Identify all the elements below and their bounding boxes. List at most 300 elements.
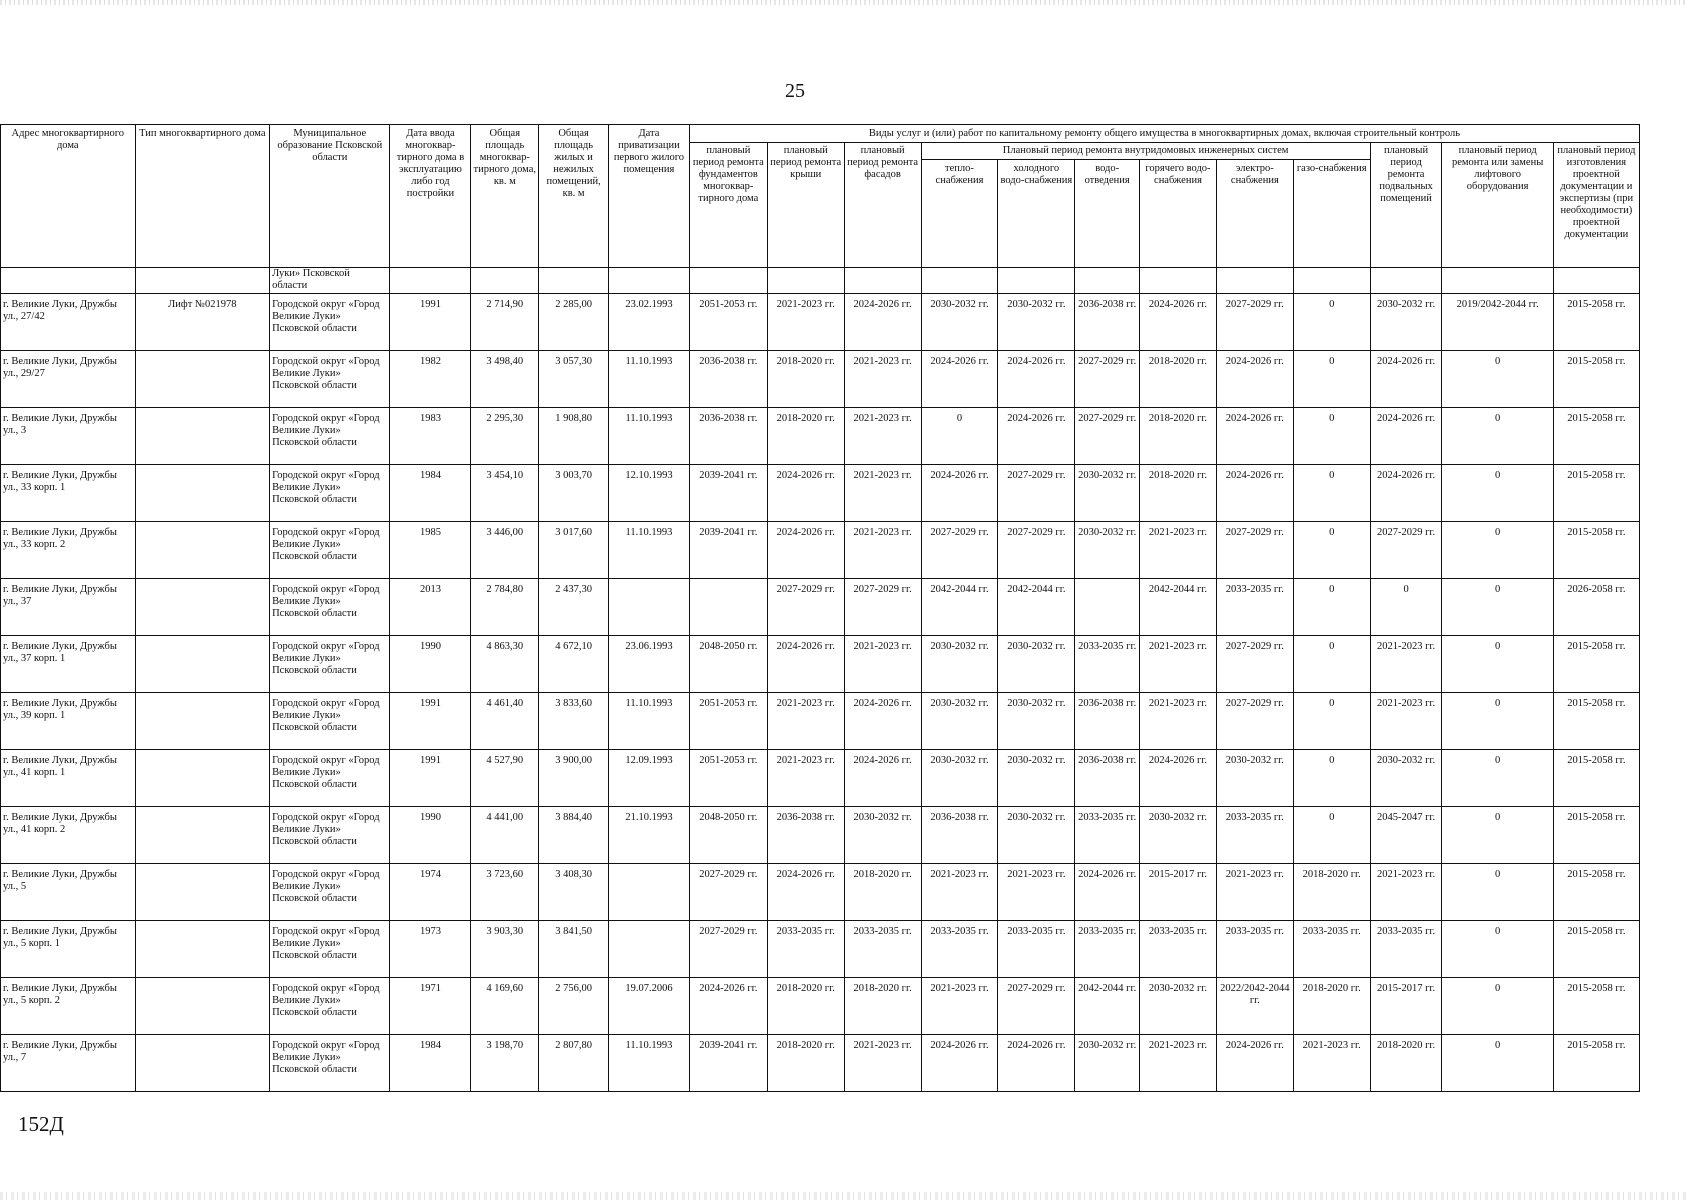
cell-foundation: 2036-2038 гг. [689, 408, 767, 465]
cell-gas: 2033-2035 гг. [1293, 921, 1370, 978]
cell-premises-area: 3 841,50 [539, 921, 609, 978]
cell-privatization-date: 21.10.1993 [608, 807, 689, 864]
cell-electricity: 2033-2035 гг. [1216, 807, 1293, 864]
cell-elevator: 0 [1442, 636, 1553, 693]
cell-municipality: Городской округ «Город Великие Луки» Псковской области [270, 807, 390, 864]
cell-foundation: 2039-2041 гг. [689, 522, 767, 579]
cell-privatization-date: 11.10.1993 [608, 522, 689, 579]
cell-total-area: 3 454,10 [471, 465, 539, 522]
cell-heating: 2030-2032 гг. [921, 693, 998, 750]
cell-municipality: Городской округ «Город Великие Луки» Псковской области [270, 864, 390, 921]
cell-sewerage: 2027-2029 гг. [1075, 351, 1140, 408]
cell-gas: 2018-2020 гг. [1293, 978, 1370, 1035]
cell-heating: 2021-2023 гг. [921, 978, 998, 1035]
cell-roof: 2018-2020 гг. [767, 1035, 844, 1092]
cell-hot-water: 2033-2035 гг. [1140, 921, 1217, 978]
cell-sewerage: 2033-2035 гг. [1075, 636, 1140, 693]
cell-building-type [135, 807, 270, 864]
cell-basement: 2015-2017 гг. [1370, 978, 1442, 1035]
cell-year: 1973 [390, 921, 471, 978]
cell-premises-area: 3 003,70 [539, 465, 609, 522]
cell-electricity: 2027-2029 гг. [1216, 294, 1293, 351]
cell-gas: 2021-2023 гг. [1293, 1035, 1370, 1092]
header-cold-water: холодного водо-снабжения [998, 160, 1075, 268]
cell-privatization-date: 23.06.1993 [608, 636, 689, 693]
cell-heating: 2042-2044 гг. [921, 579, 998, 636]
cell-sewerage: 2030-2032 гг. [1075, 465, 1140, 522]
header-foundation: плановый период ремонта фундаментов многоквар-тирного дома [689, 143, 767, 268]
scan-border-bottom [0, 1192, 1686, 1200]
cell-heating: 2021-2023 гг. [921, 864, 998, 921]
cell-facade: 2021-2023 гг. [844, 522, 921, 579]
cell-gas: 0 [1293, 465, 1370, 522]
cell-premises-area: 3 057,30 [539, 351, 609, 408]
cell-building-type [135, 1035, 270, 1092]
cell-privatization-date [608, 864, 689, 921]
cell-hot-water: 2018-2020 гг. [1140, 408, 1217, 465]
table-row [1, 408, 1640, 465]
cell-facade: 2024-2026 гг. [844, 693, 921, 750]
cell-foundation: 2027-2029 гг. [689, 921, 767, 978]
table-row [1, 465, 1640, 522]
cell-sewerage: 2036-2038 гг. [1075, 693, 1140, 750]
cell-basement: 2021-2023 гг. [1370, 864, 1442, 921]
cell-address: г. Великие Луки, Дружбы ул., 37 корп. 1 [1, 636, 136, 693]
header-total-area: Общая площадь многоквар-тирного дома, кв. м [471, 125, 539, 268]
cell-basement: 2021-2023 гг. [1370, 693, 1442, 750]
cell-electricity: 2022/2042-2044 гг. [1216, 978, 1293, 1035]
cell-design-docs: 2026-2058 гг. [1553, 579, 1639, 636]
cell-premises-area: 2 807,80 [539, 1035, 609, 1092]
cell-year: 1991 [390, 750, 471, 807]
cell-total-area: 2 295,30 [471, 408, 539, 465]
scan-border-top [0, 0, 1686, 5]
cell-gas: 0 [1293, 522, 1370, 579]
cell-basement: 2030-2032 гг. [1370, 294, 1442, 351]
cell-sewerage: 2030-2032 гг. [1075, 522, 1140, 579]
header-facade: плановый период ремонта фасадов [844, 143, 921, 268]
cell-total-area: 4 527,90 [471, 750, 539, 807]
cell-heating: 2027-2029 гг. [921, 522, 998, 579]
cell-cold-water: 2030-2032 гг. [998, 636, 1075, 693]
cell-year: 1991 [390, 693, 471, 750]
header-gas: газо-снабжения [1293, 160, 1370, 268]
cell-elevator: 0 [1442, 351, 1553, 408]
cell-municipality: Городской округ «Город Великие Луки» Псковской области [270, 522, 390, 579]
cell-facade: 2021-2023 гг. [844, 465, 921, 522]
cell-foundation: 2027-2029 гг. [689, 864, 767, 921]
cell-address: г. Великие Луки, Дружбы ул., 5 корп. 2 [1, 978, 136, 1035]
cell-building-type [135, 693, 270, 750]
cell-premises-area: 1 908,80 [539, 408, 609, 465]
cell-premises-area: 2 285,00 [539, 294, 609, 351]
cell-premises-area: 3 017,60 [539, 522, 609, 579]
table-row [1, 1035, 1640, 1092]
cell-total-area: 4 461,40 [471, 693, 539, 750]
cell-gas: 0 [1293, 636, 1370, 693]
cell-building-type [135, 864, 270, 921]
cell-heating: 2033-2035 гг. [921, 921, 998, 978]
cell-sewerage: 2042-2044 гг. [1075, 978, 1140, 1035]
cell-basement: 2033-2035 гг. [1370, 921, 1442, 978]
cell-electricity: 2033-2035 гг. [1216, 579, 1293, 636]
cell-electricity: 2024-2026 гг. [1216, 408, 1293, 465]
cell-address: г. Великие Луки, Дружбы ул., 27/42 [1, 294, 136, 351]
header-privatization-date: Дата приватизации первого жилого помещения [608, 125, 689, 268]
cell-design-docs: 2015-2058 гг. [1553, 864, 1639, 921]
cell-gas: 0 [1293, 693, 1370, 750]
cell-facade: 2024-2026 гг. [844, 294, 921, 351]
cell-roof: 2033-2035 гг. [767, 921, 844, 978]
cell-privatization-date: 11.10.1993 [608, 1035, 689, 1092]
cell-elevator: 2019/2042-2044 гг. [1442, 294, 1553, 351]
cell-hot-water: 2042-2044 гг. [1140, 579, 1217, 636]
cell-municipality: Городской округ «Город Великие Луки» Псковской области [270, 693, 390, 750]
cell-gas: 0 [1293, 351, 1370, 408]
cell-cold-water: 2021-2023 гг. [998, 864, 1075, 921]
cell-facade: 2018-2020 гг. [844, 864, 921, 921]
cell-cold-water: 2024-2026 гг. [998, 408, 1075, 465]
cell-building-type [135, 750, 270, 807]
cell-facade: 2024-2026 гг. [844, 750, 921, 807]
cell-design-docs: 2015-2058 гг. [1553, 465, 1639, 522]
cell-design-docs: 2015-2058 гг. [1553, 1035, 1639, 1092]
cell-hot-water: 2030-2032 гг. [1140, 807, 1217, 864]
cell-sewerage: 2033-2035 гг. [1075, 807, 1140, 864]
cell-foundation: 2048-2050 гг. [689, 636, 767, 693]
cell-privatization-date [608, 579, 689, 636]
cell-year: 2013 [390, 579, 471, 636]
cell-privatization-date: 12.10.1993 [608, 465, 689, 522]
header-address: Адрес многоквартирного дома [1, 125, 136, 268]
cell-roof: 2018-2020 гг. [767, 351, 844, 408]
cell-elevator: 0 [1442, 465, 1553, 522]
cell-hot-water: 2018-2020 гг. [1140, 351, 1217, 408]
cell-foundation: 2024-2026 гг. [689, 978, 767, 1035]
cell-roof: 2021-2023 гг. [767, 750, 844, 807]
cell-premises-area: 3 900,00 [539, 750, 609, 807]
cell-basement: 2024-2026 гг. [1370, 351, 1442, 408]
table-row [1, 522, 1640, 579]
table-row [1, 579, 1640, 636]
cell-electricity: 2024-2026 гг. [1216, 1035, 1293, 1092]
cell-premises-area: 4 672,10 [539, 636, 609, 693]
cell-privatization-date: 11.10.1993 [608, 693, 689, 750]
cell-address: г. Великие Луки, Дружбы ул., 5 корп. 1 [1, 921, 136, 978]
header-sewerage: водо-отведения [1075, 160, 1140, 268]
cell-roof: 2024-2026 гг. [767, 864, 844, 921]
cell-privatization-date: 11.10.1993 [608, 408, 689, 465]
cell-basement: 2021-2023 гг. [1370, 636, 1442, 693]
cell-hot-water: 2021-2023 гг. [1140, 1035, 1217, 1092]
cell-sewerage: 2033-2035 гг. [1075, 921, 1140, 978]
cell-privatization-date [608, 921, 689, 978]
cell-cold-water: 2030-2032 гг. [998, 294, 1075, 351]
cell-cold-water: 2033-2035 гг. [998, 921, 1075, 978]
cell-hot-water: 2021-2023 гг. [1140, 522, 1217, 579]
cell-facade: 2021-2023 гг. [844, 408, 921, 465]
cell-roof: 2027-2029 гг. [767, 579, 844, 636]
cell-privatization-date: 12.09.1993 [608, 750, 689, 807]
cell-privatization-date: 23.02.1993 [608, 294, 689, 351]
continuation-row [1, 268, 1640, 294]
cell-hot-water: 2024-2026 гг. [1140, 294, 1217, 351]
header-building-type: Тип многоквартирного дома [135, 125, 270, 268]
cell-total-area: 4 863,30 [471, 636, 539, 693]
cell-total-area: 3 198,70 [471, 1035, 539, 1092]
cell-electricity: 2030-2032 гг. [1216, 750, 1293, 807]
cell-premises-area: 3 884,40 [539, 807, 609, 864]
cell-address: г. Великие Луки, Дружбы ул., 37 [1, 579, 136, 636]
cell-municipality: Городской округ «Город Великие Луки» Псковской области [270, 579, 390, 636]
cell-sewerage: 2027-2029 гг. [1075, 408, 1140, 465]
cell-elevator: 0 [1442, 579, 1553, 636]
cell-year: 1984 [390, 1035, 471, 1092]
cell-heating: 0 [921, 408, 998, 465]
cell-facade: 2033-2035 гг. [844, 921, 921, 978]
cell-hot-water: 2015-2017 гг. [1140, 864, 1217, 921]
cell-cold-water: 2027-2029 гг. [998, 978, 1075, 1035]
cell-address: г. Великие Луки, Дружбы ул., 41 корп. 1 [1, 750, 136, 807]
cell-municipality: Городской округ «Город Великие Луки» Псковской области [270, 351, 390, 408]
cell-municipality: Городской округ «Город Великие Луки» Псковской области [270, 750, 390, 807]
header-engineering-group: Плановый период ремонта внутридомовых инженерных систем [921, 143, 1370, 160]
cell-year: 1990 [390, 636, 471, 693]
cell-sewerage: 2036-2038 гг. [1075, 294, 1140, 351]
cell-roof: 2024-2026 гг. [767, 465, 844, 522]
cell-total-area: 4 169,60 [471, 978, 539, 1035]
cell-roof: 2036-2038 гг. [767, 807, 844, 864]
cell-design-docs: 2015-2058 гг. [1553, 522, 1639, 579]
header-basement: плановый период ремонта подвальных помещений [1370, 143, 1442, 268]
cell-total-area: 2 714,90 [471, 294, 539, 351]
cell-gas: 0 [1293, 750, 1370, 807]
cell-elevator: 0 [1442, 408, 1553, 465]
cell-total-area: 2 784,80 [471, 579, 539, 636]
cell-design-docs: 2015-2058 гг. [1553, 693, 1639, 750]
cell-premises-area: 3 408,30 [539, 864, 609, 921]
cell-hot-water: 2030-2032 гг. [1140, 978, 1217, 1035]
table-row [1, 750, 1640, 807]
cell-facade: 2018-2020 гг. [844, 978, 921, 1035]
cell-basement: 2024-2026 гг. [1370, 408, 1442, 465]
cell-sewerage: 2024-2026 гг. [1075, 864, 1140, 921]
cell-year: 1991 [390, 294, 471, 351]
header-roof: плановый период ремонта крыши [767, 143, 844, 268]
cell-address: г. Великие Луки, Дружбы ул., 41 корп. 2 [1, 807, 136, 864]
cell-address: г. Великие Луки, Дружбы ул., 33 корп. 2 [1, 522, 136, 579]
cell-design-docs: 2015-2058 гг. [1553, 921, 1639, 978]
cell-design-docs: 2015-2058 гг. [1553, 408, 1639, 465]
cell-heating: 2024-2026 гг. [921, 1035, 998, 1092]
cell-address: г. Великие Луки, Дружбы ул., 33 корп. 1 [1, 465, 136, 522]
cell-address: г. Великие Луки, Дружбы ул., 7 [1, 1035, 136, 1092]
cell-total-area: 4 441,00 [471, 807, 539, 864]
cell-year: 1982 [390, 351, 471, 408]
cell-address: г. Великие Луки, Дружбы ул., 39 корп. 1 [1, 693, 136, 750]
cell-elevator: 0 [1442, 807, 1553, 864]
cell-foundation: 2039-2041 гг. [689, 1035, 767, 1092]
cell-municipality: Городской округ «Город Великие Луки» Псковской области [270, 978, 390, 1035]
cell-sewerage [1075, 579, 1140, 636]
table-row [1, 636, 1640, 693]
cell-municipality: Городской округ «Город Великие Луки» Псковской области [270, 408, 390, 465]
cell-year: 1971 [390, 978, 471, 1035]
header-works-group: Виды услуг и (или) работ по капитальному ремонту общего имущества в многоквартирных домах, включая строительный контроль [689, 125, 1639, 143]
cell-cold-water: 2030-2032 гг. [998, 807, 1075, 864]
table-row [1, 693, 1640, 750]
header-hot-water: горячего водо-снабжения [1140, 160, 1217, 268]
cell-year: 1985 [390, 522, 471, 579]
table-row [1, 351, 1640, 408]
cell-elevator: 0 [1442, 978, 1553, 1035]
cell-municipality: Городской округ «Город Великие Луки» Псковской области [270, 294, 390, 351]
cell-elevator: 0 [1442, 750, 1553, 807]
cell-premises-area: 2 756,00 [539, 978, 609, 1035]
cell-cold-water: 2030-2032 гг. [998, 693, 1075, 750]
table-row [1, 294, 1640, 351]
cell-sewerage: 2036-2038 гг. [1075, 750, 1140, 807]
cell-gas: 0 [1293, 579, 1370, 636]
cell-gas: 0 [1293, 294, 1370, 351]
cell-basement: 0 [1370, 579, 1442, 636]
header-design-docs: плановый период изготовления проектной документации и экспертизы (при необходимости) проектной документации [1553, 143, 1639, 268]
cell-total-area: 3 723,60 [471, 864, 539, 921]
cell-building-type [135, 579, 270, 636]
cell-foundation: 2036-2038 гг. [689, 351, 767, 408]
cell-basement: 2030-2032 гг. [1370, 750, 1442, 807]
cell-cold-water: 2024-2026 гг. [998, 1035, 1075, 1092]
cell-privatization-date: 11.10.1993 [608, 351, 689, 408]
cell-building-type [135, 978, 270, 1035]
cell-building-type [135, 408, 270, 465]
cell-hot-water: 2024-2026 гг. [1140, 750, 1217, 807]
cell-total-area: 3 446,00 [471, 522, 539, 579]
cell-electricity: 2021-2023 гг. [1216, 864, 1293, 921]
cell-basement: 2045-2047 гг. [1370, 807, 1442, 864]
cell-building-type: Лифт №021978 [135, 294, 270, 351]
cell-year: 1983 [390, 408, 471, 465]
cell-elevator: 0 [1442, 693, 1553, 750]
cell-electricity: 2033-2035 гг. [1216, 921, 1293, 978]
cell-building-type [135, 636, 270, 693]
cell-foundation: 2039-2041 гг. [689, 465, 767, 522]
cell-foundation: 2051-2053 гг. [689, 750, 767, 807]
cell-hot-water: 2018-2020 гг. [1140, 465, 1217, 522]
cell-roof: 2021-2023 гг. [767, 294, 844, 351]
cell-address: г. Великие Луки, Дружбы ул., 3 [1, 408, 136, 465]
cell-foundation [689, 579, 767, 636]
cell-basement: 2027-2029 гг. [1370, 522, 1442, 579]
cell-municipality: Городской округ «Город Великие Луки» Псковской области [270, 921, 390, 978]
cell-building-type [135, 351, 270, 408]
cell-electricity: 2024-2026 гг. [1216, 351, 1293, 408]
cell-cold-water: 2042-2044 гг. [998, 579, 1075, 636]
capital-repair-table [0, 124, 1640, 1092]
cell-foundation: 2051-2053 гг. [689, 294, 767, 351]
cell-building-type [135, 465, 270, 522]
cell-roof: 2018-2020 гг. [767, 978, 844, 1035]
cell-heating: 2030-2032 гг. [921, 750, 998, 807]
cell-facade: 2030-2032 гг. [844, 807, 921, 864]
cell-electricity: 2027-2029 гг. [1216, 693, 1293, 750]
cell-design-docs: 2015-2058 гг. [1553, 978, 1639, 1035]
cell-elevator: 0 [1442, 864, 1553, 921]
cell-electricity: 2027-2029 гг. [1216, 522, 1293, 579]
cell-design-docs: 2015-2058 гг. [1553, 750, 1639, 807]
cell-gas: 2018-2020 гг. [1293, 864, 1370, 921]
cell-roof: 2024-2026 гг. [767, 636, 844, 693]
cell-basement: 2018-2020 гг. [1370, 1035, 1442, 1092]
cell-roof: 2018-2020 гг. [767, 408, 844, 465]
header-premises-area: Общая площадь жилых и нежилых помещений, кв. м [539, 125, 609, 268]
cell-facade: 2027-2029 гг. [844, 579, 921, 636]
cell-foundation: 2051-2053 гг. [689, 693, 767, 750]
cell-design-docs: 2015-2058 гг. [1553, 294, 1639, 351]
cell-design-docs: 2015-2058 гг. [1553, 351, 1639, 408]
table-row [1, 807, 1640, 864]
cell-premises-area: 3 833,60 [539, 693, 609, 750]
cell-total-area: 3 903,30 [471, 921, 539, 978]
cell-year: 1974 [390, 864, 471, 921]
cell-facade: 2021-2023 гг. [844, 636, 921, 693]
cell-foundation: 2048-2050 гг. [689, 807, 767, 864]
cell-cold-water: 2024-2026 гг. [998, 351, 1075, 408]
cell-gas: 0 [1293, 807, 1370, 864]
cell-facade: 2021-2023 гг. [844, 1035, 921, 1092]
header-heating: тепло-снабжения [921, 160, 998, 268]
cell-electricity: 2027-2029 гг. [1216, 636, 1293, 693]
cell-building-type [135, 921, 270, 978]
cell-elevator: 0 [1442, 522, 1553, 579]
cell-heating: 2024-2026 гг. [921, 465, 998, 522]
cell-cold-water: 2027-2029 гг. [998, 522, 1075, 579]
cell-electricity: 2024-2026 гг. [1216, 465, 1293, 522]
cell-elevator: 0 [1442, 1035, 1553, 1092]
cell-address: г. Великие Луки, Дружбы ул., 29/27 [1, 351, 136, 408]
cell-cold-water: 2030-2032 гг. [998, 750, 1075, 807]
cell-hot-water: 2021-2023 гг. [1140, 693, 1217, 750]
header-elevator: плановый период ремонта или замены лифтового оборудования [1442, 143, 1553, 268]
cell-design-docs: 2015-2058 гг. [1553, 636, 1639, 693]
header-municipality: Муниципальное образование Псковской области [270, 125, 390, 268]
cell-heating: 2030-2032 гг. [921, 636, 998, 693]
header-electricity: электро-снабжения [1216, 160, 1293, 268]
cell-hot-water: 2021-2023 гг. [1140, 636, 1217, 693]
cell-elevator: 0 [1442, 921, 1553, 978]
cell-heating: 2036-2038 гг. [921, 807, 998, 864]
table-row [1, 921, 1640, 978]
cell-privatization-date: 19.07.2006 [608, 978, 689, 1035]
cell-year: 1984 [390, 465, 471, 522]
cell-municipality: Городской округ «Город Великие Луки» Псковской области [270, 1035, 390, 1092]
cell-facade: 2021-2023 гг. [844, 351, 921, 408]
document-stamp: 152Д [18, 1112, 64, 1136]
cell-gas: 0 [1293, 408, 1370, 465]
cell-roof: 2024-2026 гг. [767, 522, 844, 579]
table-row [1, 978, 1640, 1035]
header-commission-date: Дата ввода многоквар-тирного дома в эксплуатацию либо год постройки [390, 125, 471, 268]
table-row [1, 864, 1640, 921]
cell-address: г. Великие Луки, Дружбы ул., 5 [1, 864, 136, 921]
cell-cold-water: 2027-2029 гг. [998, 465, 1075, 522]
cell-year: 1990 [390, 807, 471, 864]
cell-total-area: 3 498,40 [471, 351, 539, 408]
cell-premises-area: 2 437,30 [539, 579, 609, 636]
cell-heating: 2030-2032 гг. [921, 294, 998, 351]
cell-municipality: Городской округ «Город Великие Луки» Псковской области [270, 636, 390, 693]
cell-design-docs: 2015-2058 гг. [1553, 807, 1639, 864]
